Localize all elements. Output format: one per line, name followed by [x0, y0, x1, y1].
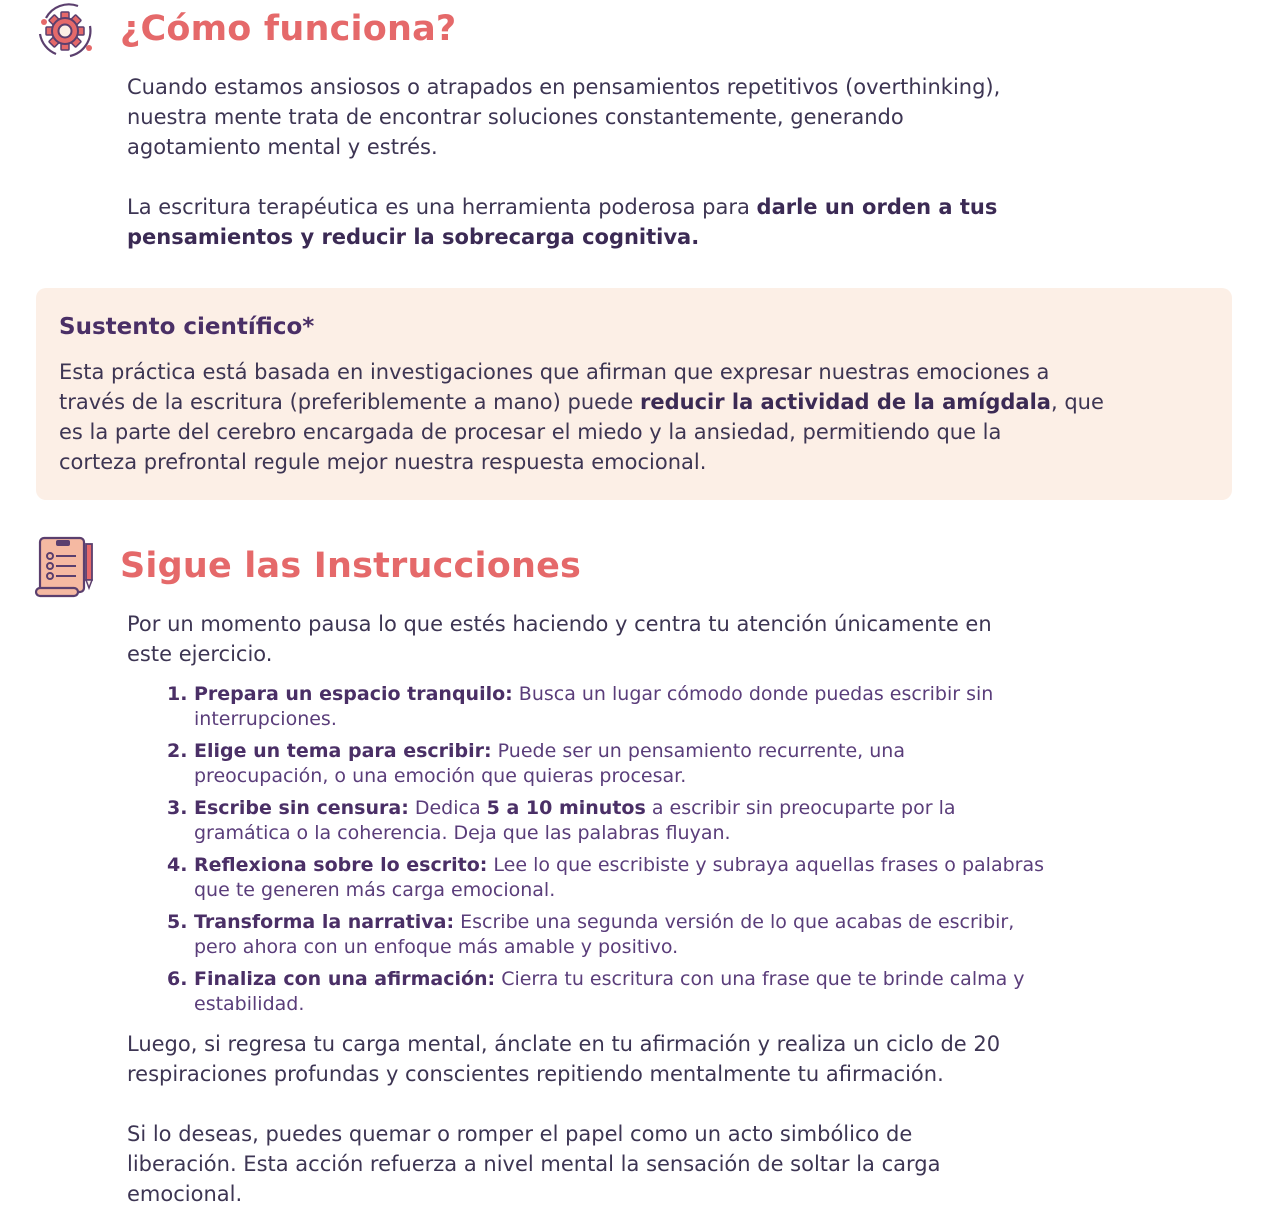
gear-icon: [34, 0, 96, 60]
step-heading: Elige un tema para escribir:: [194, 740, 492, 762]
step-text: estabilidad.: [194, 993, 305, 1015]
step-duration: 5 a 10 minutos: [486, 797, 646, 819]
step-heading: Transforma la narrativa:: [194, 911, 455, 933]
step-text: preocupación, o una emoción que quieras procesar.: [194, 765, 687, 787]
step-text: Cierra tu escritura con una frase que te brinde calma y: [495, 968, 1025, 990]
outro-line: liberación. Esta acción refuerza a nivel mental la sensación de soltar la carga: [127, 1152, 941, 1176]
step-text: Lee lo que escribiste y subraya aquellas frases o palabras: [487, 854, 1044, 876]
science-line: Esta práctica está basada en investigaciones que afirman que expresar nuestras emociones a: [59, 360, 1050, 384]
step-text: pero ahora con un enfoque más amable y positivo.: [194, 936, 679, 958]
intro-line: agotamiento mental y estrés.: [127, 135, 438, 159]
instructions-intro: [127, 609, 992, 669]
science-line: es la parte del cerebro encargada de procesar el miedo y la ansiedad, permitiendo que la: [59, 420, 1002, 444]
step-heading: Finaliza con una afirmación:: [194, 968, 496, 990]
step-text: Dedica: [408, 797, 487, 819]
steps-list: [160, 682, 1120, 1024]
outro-line: emocional.: [127, 1182, 243, 1206]
therapy-text: La escritura terapéutica es una herramienta poderosa para: [127, 195, 757, 219]
science-box-text: [59, 357, 1104, 477]
science-line: corteza prefrontal regule mejor nuestra respuesta emocional.: [59, 450, 707, 474]
outro-line: Si lo deseas, puedes quemar o romper el papel como un acto simbólico de: [127, 1122, 913, 1146]
step-heading: Escribe sin censura:: [194, 797, 409, 819]
science-box-title: Sustento científico*: [59, 314, 315, 340]
intro-paragraph: [127, 72, 1000, 162]
step-number: 3.: [167, 797, 188, 819]
list-item: [160, 853, 1120, 903]
step-number: 5.: [167, 911, 188, 933]
therapy-highlight: pensamientos y reducir la sobrecarga cognitiva.: [127, 225, 700, 249]
list-item: [160, 682, 1120, 732]
step-text: Puede ser un pensamiento recurrente, una: [491, 740, 905, 762]
step-text: que te generen más carga emocional.: [194, 879, 556, 901]
outro-line: Luego, si regresa tu carga mental, ánclate en tu afirmación y realiza un ciclo de 20: [127, 1032, 1001, 1056]
science-line: través de la escritura (preferiblemente a mano) puede: [59, 390, 640, 414]
section-title-como-funciona: ¿Cómo funciona?: [120, 9, 457, 49]
science-line: , que: [1050, 390, 1104, 414]
list-item: [160, 910, 1120, 960]
outro-line: respiraciones profundas y conscientes repitiendo mentalmente tu afirmación.: [127, 1062, 944, 1086]
therapy-paragraph: [127, 192, 997, 252]
intro-line: Cuando estamos ansiosos o atrapados en pensamientos repetitivos (overthinking),: [127, 75, 1001, 99]
instructions-intro-line: este ejercicio.: [127, 642, 273, 666]
step-number: 2.: [167, 740, 188, 762]
scroll-checklist-icon: [34, 534, 96, 598]
step-text: Busca un lugar cómodo donde puedas escribir sin: [512, 683, 994, 705]
list-item: [160, 796, 1120, 846]
list-item: [160, 967, 1120, 1017]
outro-paragraph-breathing: [127, 1029, 1000, 1089]
science-highlight: reducir la actividad de la amígdala: [639, 390, 1051, 414]
step-heading: Reflexiona sobre lo escrito:: [194, 854, 488, 876]
intro-line: nuestra mente trata de encontrar soluciones constantemente, generando: [127, 105, 904, 129]
step-number: 6.: [167, 968, 188, 990]
step-number: 4.: [167, 854, 188, 876]
step-text: gramática o la coherencia. Deja que las palabras fluyan.: [194, 822, 731, 844]
instructions-intro-line: Por un momento pausa lo que estés haciendo y centra tu atención únicamente en: [127, 612, 992, 636]
section-title-instrucciones: Sigue las Instrucciones: [120, 546, 582, 586]
step-text: interrupciones.: [194, 708, 337, 730]
step-text: Escribe una segunda versión de lo que acabas de escribir,: [454, 911, 1015, 933]
list-item: [160, 739, 1120, 789]
therapy-highlight: darle un orden a tus: [756, 195, 998, 219]
step-text: a escribir sin preocuparte por la: [645, 797, 956, 819]
step-number: 1.: [167, 683, 188, 705]
step-heading: Prepara un espacio tranquilo:: [194, 683, 513, 705]
outro-paragraph-release: [127, 1119, 940, 1209]
